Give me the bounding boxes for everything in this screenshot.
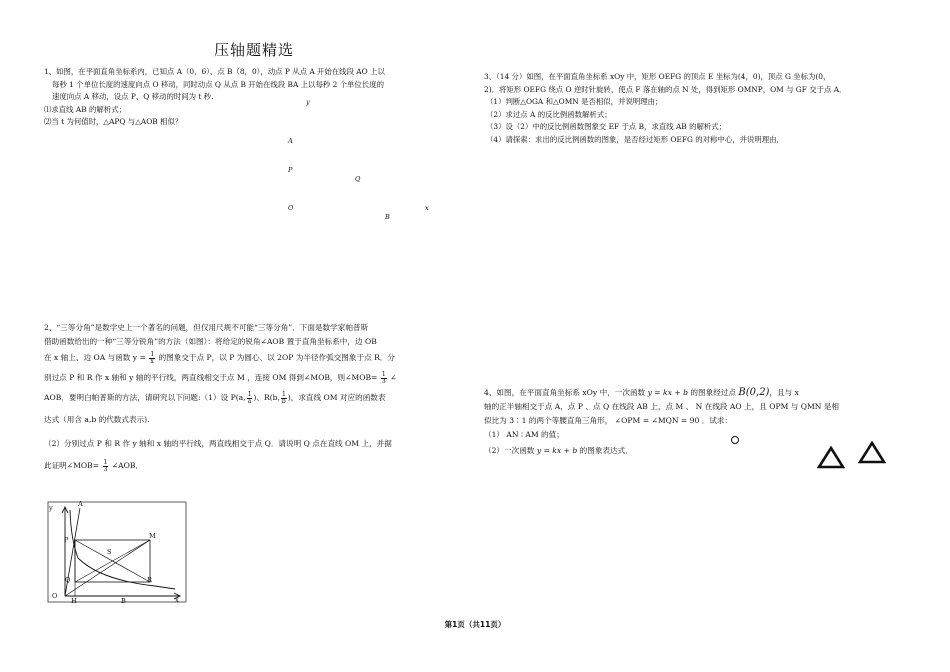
fraction-1-over-3: $\frac{1}{3}$ — [381, 370, 386, 385]
q1-line-2: 每秒 1 个单位长度的速度向点 O 移动，同时动点 Q 从点 B 开始在线段 BA 上以每秒 2 个单位长度的 — [52, 79, 384, 89]
q2-figure — [40, 500, 190, 606]
q2-line-6: 达式（用含 a,b 的代数式表示). — [44, 415, 150, 424]
fraction-1-over-3-b: $\frac{1}{3}$ — [103, 458, 108, 473]
page-title: 压轴题精选 — [214, 41, 295, 59]
q3-line-4: （2）求过点 A 的反比例函数解析式； — [486, 109, 612, 119]
q2-line-2: 借助函数给出的一种“三等分锐角”的方法（如图）：将给定的锐角∠AOB 置于直角坐标系中，边 OB — [44, 337, 377, 346]
q4-line-4: （1） AN ∶ AM 的值； — [484, 430, 564, 439]
q2-line-1: 2、“三等分角”是数学史上一个著名的问题，但仅用尺规不可能“三等分角”．下面是数学家帕普斯 — [44, 323, 369, 332]
q3-line-5: （3）设（2）中的反比例函数图象交 EF 于点 B，求直线 AB 的解析式； — [486, 122, 727, 132]
q2-line-5: AOB．要明白帕普斯的方法，请研究以下问题:（1）设 P(a, $\frac{1}{a}$)、R(b, $\frac{1}{b}$)，求直线 OM 对应的函数表 — [44, 390, 386, 405]
q2-line-8: 此证明∠MOB= $\frac{1}{3}$ ∠AOB． — [44, 458, 144, 473]
q1-label-b: B — [385, 213, 390, 221]
q2-label-q: Q — [65, 576, 71, 584]
hyperbola-curve — [70, 510, 175, 589]
fraction-1-over-x: $\frac{1}{x}$ — [150, 350, 155, 365]
question-3 — [484, 71, 846, 147]
question-1 — [44, 66, 385, 129]
q4-line-1: 4、如图，在平面直角坐标系 xOy 中，一次函数 y = kx + b 的图象经过点 B(0,2)，且与 x — [484, 387, 799, 398]
q1-label-q: Q — [355, 175, 361, 183]
q2-label-b: B — [121, 597, 126, 605]
q1-line-3: 速度向点 A 移动，设点 P、Q 移动的时间为 t 秒. — [52, 92, 214, 102]
q1-label-a: A — [288, 137, 293, 145]
question-2 — [44, 321, 396, 473]
q2-label-y: y — [49, 504, 53, 512]
q1-label-p: P — [288, 166, 293, 174]
q2-line-3: 在 x 轴上、边 OA 与函数 y = $\frac{1}{x}$ 的图象交于点 P，以 P 为圆心、以 2OP 为半径作弧交图象于点 R．分 — [44, 350, 395, 365]
q2-line-7: （2）分别过点 P 和 R 作 y 轴和 x 轴的平行线，两直线相交于点 Q．请说明 Q 点在直线 OM 上，并据 — [44, 439, 392, 448]
triangle-icon — [817, 446, 845, 470]
circle-icon — [731, 436, 739, 444]
q2-label-r: R — [147, 576, 152, 584]
question-4 — [484, 386, 839, 458]
page-footer: 第1页（共11页） — [444, 620, 506, 629]
triangle-icon — [858, 441, 886, 465]
q2-label-h: H — [71, 597, 77, 605]
q1-line-4: ⑴求直线 AB 的解析式； — [44, 104, 126, 114]
q4-line-2: 轴的正半轴相交于点 A，点 P 、点 Q 在线段 AB 上，点 M 、 N 在线段 AO 上，且 OPM 与 QMN 是相 — [484, 402, 840, 411]
q1-label-o: O — [288, 204, 294, 212]
q2-label-p: P — [64, 536, 69, 544]
q3-line-6: （4）请探索：求出的反比例函数的图象，是否经过矩形 OEFG 的对称中心，并说明理由． — [486, 134, 784, 144]
fraction-1-over-a: $\frac{1}{a}$ — [247, 390, 252, 405]
figure-frame — [48, 502, 186, 602]
q1-line-1: 1、如图，在平面直角坐标系内，已知点 A（0，6）、点 B（8，0），动点 P 从点 A 开始在线段 AO 上以 — [44, 67, 385, 76]
q4-line-3: 似比为 3∶1 的两个等腰直角三角形， ∠OPM = ∠MQN = 90 ．试求： — [484, 416, 733, 425]
q2-line-4: 别过点 P 和 R 作 x 轴和 y 轴的平行线，两直线相交于点 M ，连接 OM 得到∠MOB，则∠MOB= $\frac{1}{3}$ ∠ — [44, 370, 397, 385]
q2-label-a: A — [78, 500, 83, 508]
q1-label-x: x — [425, 204, 429, 212]
q2-label-o: O — [52, 592, 58, 600]
q3-line-2: 2)．将矩形 OEFG 绕点 O 逆时针旋转，使点 F 落在轴的点 N 处，得到矩形 OMNP，OM 与 GF 交于点 A． — [484, 84, 847, 94]
q1-label-y: y — [306, 98, 310, 106]
q1-line-5: ⑵当 t 为何值时，△APQ 与△AOB 相似？ — [44, 117, 183, 127]
q3-line-1: 3、（14 分）如图，在平面直角坐标系 xOy 中，矩形 OEFG 的顶点 E 坐标为(4，0)，顶点 G 坐标为(0， — [484, 72, 831, 81]
fraction-1-over-b: $\frac{1}{b}$ — [281, 390, 286, 405]
q2-label-s: S — [107, 548, 112, 556]
q3-line-3: （1）判断△OGA 和△OMN 是否相似，并说明理由； — [486, 97, 663, 107]
q2-label-m: M — [149, 532, 156, 540]
q4-line-5: （2）一次函数 y = kx + b 的图象表达式． — [484, 446, 633, 455]
q2-label-x: x — [175, 596, 179, 604]
